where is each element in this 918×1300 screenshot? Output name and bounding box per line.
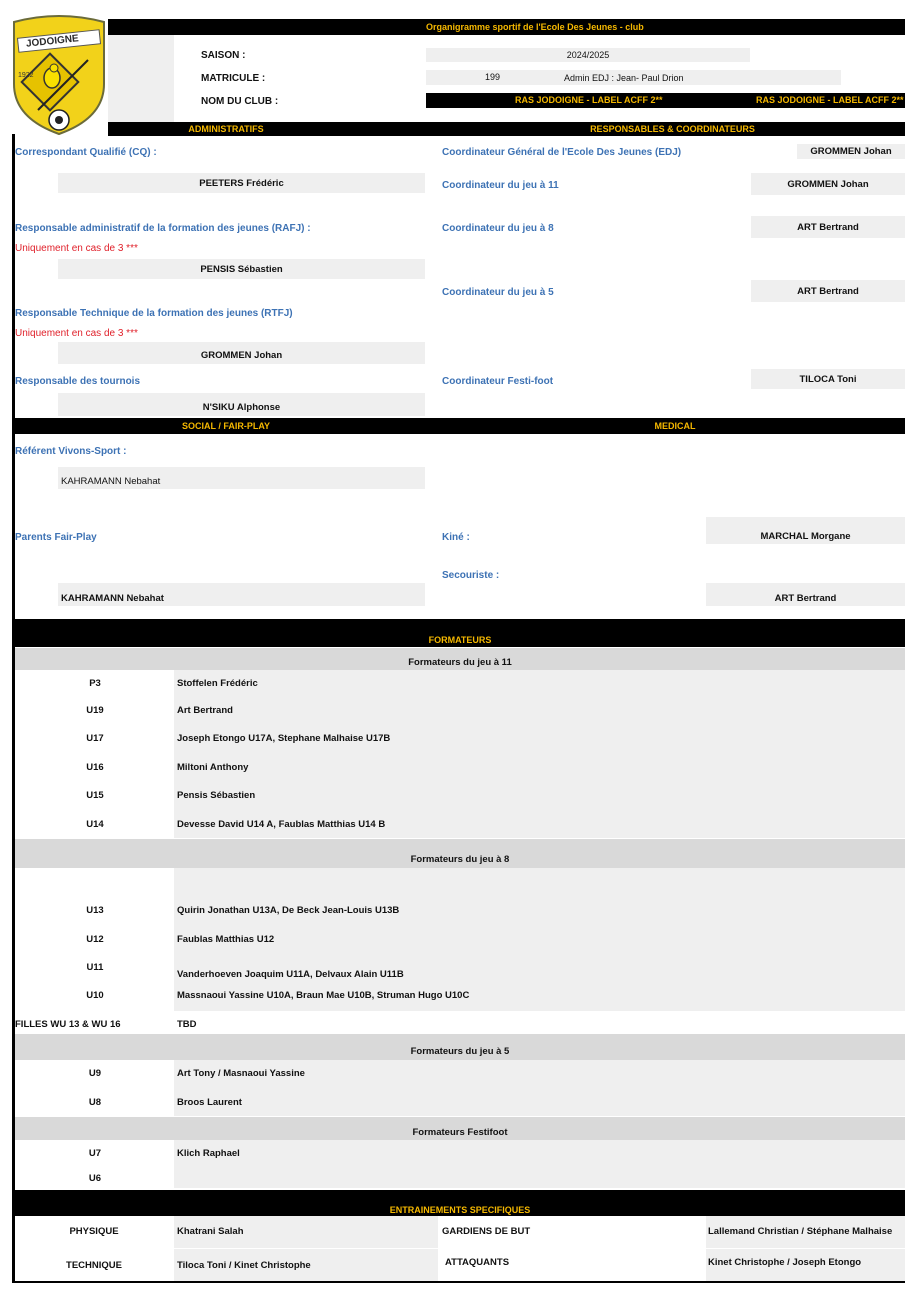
vivons-value: KAHRAMANN Nebahat <box>58 467 425 489</box>
section-bar-social <box>12 418 905 434</box>
trainer-names: Art Tony / Masnaoui Yassine <box>177 1068 305 1079</box>
technique-label: TECHNIQUE <box>66 1260 122 1271</box>
cat-label: U13 <box>86 905 104 916</box>
group-title-j11: Formateurs du jeu à 11 <box>15 648 905 670</box>
cat-label: U9 <box>88 1068 102 1079</box>
coord-festi-value: TILOCA Toni <box>751 369 905 389</box>
cq-label: Correspondant Qualifié (CQ) : <box>15 147 157 158</box>
rafj-note: Uniquement en cas de 3 *** <box>15 243 138 254</box>
gardiens-label: GARDIENS DE BUT <box>442 1226 531 1237</box>
kine-label: Kiné : <box>442 532 470 543</box>
coord-j11-value: GROMMEN Johan <box>751 173 905 195</box>
trainer-names: Quirin Jonathan U13A, De Beck Jean-Louis U13B <box>177 905 400 916</box>
kine-value: MARCHAL Morgane <box>706 517 905 544</box>
coord-festi-label: Coordinateur Festi-foot <box>442 376 554 387</box>
rafj-value: PENSIS Sébastien <box>58 259 425 279</box>
rtfj-note: Uniquement en cas de 3 *** <box>15 328 138 339</box>
trainer-names: Joseph Etongo U17A, Stephane Malhaise U17B <box>177 733 391 744</box>
cat-label: U11 <box>86 962 104 973</box>
section-resp: RESPONSABLES & COORDINATEURS <box>590 124 755 134</box>
filles-cat: FILLES WU 13 & WU 16 <box>15 1019 121 1030</box>
matricule-label: MATRICULE : <box>201 73 266 84</box>
rafj-label: Responsable administratif de la formation des jeunes (RAFJ) : <box>15 223 311 234</box>
section-social: SOCIAL / FAIR-PLAY <box>181 421 270 431</box>
trainer-names: Broos Laurent <box>177 1097 242 1108</box>
group-title-festi: Formateurs Festifoot <box>15 1117 905 1140</box>
cat-label: U19 <box>86 705 104 716</box>
cat-label: U12 <box>86 934 104 945</box>
trainer-names: Massnaoui Yassine U10A, Braun Mae U10B, Struman Hugo U10C <box>177 990 470 1001</box>
coord-j8-value: ART Bertrand <box>751 216 905 238</box>
coord-j5-label: Coordinateur du jeu à 5 <box>442 287 554 298</box>
club-value: RAS JODOIGNE - LABEL ACFF 2** <box>515 95 663 105</box>
fairplay-value: KAHRAMANN Nebahat <box>58 583 425 606</box>
trainer-names: Klich Raphael <box>177 1148 240 1159</box>
cat-label: U15 <box>86 790 104 801</box>
filles-names: TBD <box>177 1019 197 1030</box>
cat-label: P3 <box>89 678 101 689</box>
gardiens-value: Lallemand Christian / Stéphane Malhaise <box>708 1226 893 1237</box>
logo-name: JODOIGNE <box>25 33 80 50</box>
admin-edj: Admin EDJ : Jean- Paul Drion <box>564 73 684 83</box>
matricule-value: 199 <box>485 72 501 82</box>
season-value: 2024/2025 <box>426 48 750 62</box>
secouriste-value: ART Bertrand <box>706 583 905 606</box>
section-admin: ADMINISTRATIFS <box>188 124 264 134</box>
section-medical: MEDICAL <box>654 421 696 431</box>
vivons-label: Référent Vivons-Sport : <box>15 446 127 457</box>
technique-value: Tiloca Toni / Kinet Christophe <box>177 1260 311 1271</box>
coord-j5-value: ART Bertrand <box>751 280 905 302</box>
rtfj-value: GROMMEN Johan <box>58 342 425 364</box>
cat-label: U6 <box>88 1173 102 1184</box>
section-specific: ENTRAINEMENTS SPECIFIQUES <box>389 1205 531 1215</box>
logo-side-box <box>108 35 174 122</box>
coord-edj-value: GROMMEN Johan <box>797 144 905 159</box>
attaquants-value: Kinet Christophe / Joseph Etongo <box>708 1257 862 1268</box>
section-formateurs: FORMATEURS <box>428 635 492 645</box>
cat-label: U10 <box>86 990 104 1001</box>
logo-year: 1922 <box>18 72 34 79</box>
page-title: Organigramme sportif de l'Ecole Des Jeunes - club <box>426 22 644 32</box>
trainer-names: Devesse David U14 A, Faublas Matthias U14 B <box>177 819 386 830</box>
group-bg-festi <box>174 1140 905 1188</box>
trainer-names: Vanderhoeven Joaquim U11A, Delvaux Alain U11B <box>177 969 404 980</box>
club-logo <box>8 14 110 136</box>
club-label: NOM DU CLUB : <box>201 96 279 107</box>
club-value-repeat: RAS JODOIGNE - LABEL ACFF 2** <box>756 95 904 105</box>
cat-label: U16 <box>86 762 104 773</box>
trainer-names: Stoffelen Frédéric <box>177 678 258 689</box>
trainer-names: Faublas Matthias U12 <box>177 934 275 945</box>
cq-value: PEETERS Frédéric <box>58 173 425 193</box>
coord-j8-label: Coordinateur du jeu à 8 <box>442 223 554 234</box>
tournois-label: Responsable des tournois <box>15 376 141 387</box>
rtfj-label: Responsable Technique de la formation des jeunes (RTFJ) <box>15 308 293 319</box>
fairplay-label: Parents Fair-Play <box>15 532 97 543</box>
attaquants-label: ATTAQUANTS <box>445 1257 510 1268</box>
cat-label: U17 <box>86 733 104 744</box>
trainer-names: Miltoni Anthony <box>177 762 249 773</box>
tournois-value: N'SIKU Alphonse <box>58 393 425 416</box>
cat-label: U14 <box>86 819 104 830</box>
trainer-names: Art Bertrand <box>177 705 233 716</box>
group-title-j8: Formateurs du jeu à 8 <box>15 839 905 868</box>
coord-edj-label: Coordinateur Général de l'Ecole Des Jeunes (EDJ) <box>442 147 682 158</box>
group-title-j5: Formateurs du jeu à 5 <box>15 1034 905 1060</box>
trainer-names: Pensis Sébastien <box>177 790 256 801</box>
secouriste-label: Secouriste : <box>442 570 500 581</box>
physique-value: Khatrani Salah <box>177 1226 244 1237</box>
cat-label: U8 <box>88 1097 102 1108</box>
cat-label: U7 <box>88 1148 102 1159</box>
bottom-border <box>12 1281 905 1283</box>
coord-j11-label: Coordinateur du jeu à 11 <box>442 180 559 191</box>
group-bg-j11 <box>174 670 905 838</box>
season-label: SAISON : <box>201 50 246 61</box>
physique-label: PHYSIQUE <box>69 1226 119 1237</box>
